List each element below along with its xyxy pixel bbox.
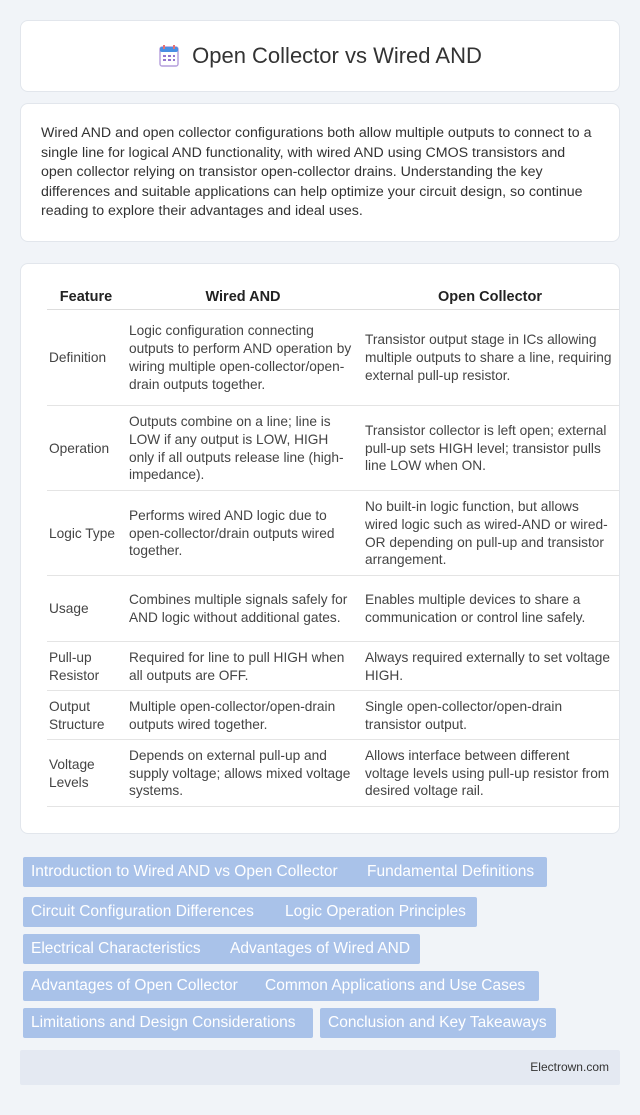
tag-link[interactable]: Advantages of Open Collector bbox=[23, 971, 271, 1001]
row-open-collector: Always required externally to set voltage HIGH. bbox=[361, 642, 619, 691]
tag-link[interactable]: Fundamental Definitions bbox=[359, 857, 547, 887]
header-feature: Feature bbox=[47, 286, 125, 310]
tag-link[interactable]: Conclusion and Key Takeaways bbox=[320, 1008, 556, 1038]
row-open-collector: Transistor output stage in ICs allowing multiple outputs to share a line, requiring external pull-up resistor. bbox=[361, 310, 619, 406]
row-wired-and: Combines multiple signals safely for AND logic without additional gates. bbox=[125, 576, 361, 642]
header-card bbox=[20, 20, 620, 92]
header-open-collector: Open Collector bbox=[361, 286, 619, 310]
footer bbox=[20, 1050, 620, 1085]
row-wired-and: Multiple open-collector/open-drain outputs wired together. bbox=[125, 691, 361, 740]
row-feature: Logic Type bbox=[47, 491, 125, 576]
comparison-table-card bbox=[20, 263, 620, 834]
row-open-collector: Transistor collector is left open; external pull-up sets HIGH level; transistor pulls line LOW when ON. bbox=[361, 406, 619, 491]
row-feature: Output Structure bbox=[47, 691, 125, 740]
row-open-collector: Single open-collector/open-drain transistor output. bbox=[361, 691, 619, 740]
row-feature: Operation bbox=[47, 406, 125, 491]
document-icon bbox=[158, 44, 180, 68]
row-wired-and: Logic configuration connecting outputs to perform AND operation by wiring multiple open-collector/open-drain outputs together. bbox=[125, 310, 361, 406]
table-row bbox=[47, 310, 619, 406]
table-row bbox=[47, 576, 619, 642]
row-wired-and: Depends on external pull-up and supply voltage; allows mixed voltage systems. bbox=[125, 740, 361, 807]
row-wired-and: Required for line to pull HIGH when all outputs are OFF. bbox=[125, 642, 361, 691]
row-feature: Voltage Levels bbox=[47, 740, 125, 807]
intro-card bbox=[20, 103, 620, 242]
tag-link[interactable]: Advantages of Wired AND bbox=[222, 934, 420, 964]
tag-link[interactable]: Circuit Configuration Differences bbox=[23, 897, 289, 927]
row-feature: Definition bbox=[47, 310, 125, 406]
row-feature: Usage bbox=[47, 576, 125, 642]
header-wired-and: Wired AND bbox=[125, 286, 361, 310]
row-wired-and: Performs wired AND logic due to open-collector/drain outputs wired together. bbox=[125, 491, 361, 576]
tag-link[interactable]: Common Applications and Use Cases bbox=[257, 971, 539, 1001]
tag-link[interactable]: Logic Operation Principles bbox=[277, 897, 477, 927]
table-row bbox=[47, 740, 619, 807]
comparison-table bbox=[47, 286, 619, 807]
tag-link[interactable]: Limitations and Design Considerations bbox=[23, 1008, 313, 1038]
table-row bbox=[47, 491, 619, 576]
page-title: Open Collector vs Wired AND bbox=[192, 43, 482, 68]
tag-link[interactable]: Introduction to Wired AND vs Open Collector bbox=[23, 857, 372, 887]
row-open-collector: No built-in logic function, but allows wired logic such as wired-AND or wired-OR depending on pull-up and transistor arrangement. bbox=[361, 491, 619, 576]
row-feature: Pull-up Resistor bbox=[47, 642, 125, 691]
intro-text: Wired AND and open collector configurations both allow multiple outputs to connect to a single line for logical AND functionality, with wired AND using CMOS transistors and open collector relying on transistor open-collector drains. Understanding the key differences and suitable applications can help optimize your circuit design, so continue reading to explore their advantages and ideal uses. bbox=[41, 125, 592, 220]
tag-link[interactable]: Electrical Characteristics bbox=[23, 934, 233, 964]
row-wired-and: Outputs combine on a line; line is LOW if any output is LOW, HIGH only if all outputs release line (high-impedance). bbox=[125, 406, 361, 491]
table-row bbox=[47, 406, 619, 491]
table-row bbox=[47, 691, 619, 740]
row-open-collector: Enables multiple devices to share a communication or control line safely. bbox=[361, 576, 619, 642]
footer-brand[interactable]: Electrown.com bbox=[530, 1060, 609, 1074]
table-header-row bbox=[47, 286, 619, 310]
row-open-collector: Allows interface between different voltage levels using pull-up resistor from desired voltage rail. bbox=[361, 740, 619, 807]
table-row bbox=[47, 642, 619, 691]
